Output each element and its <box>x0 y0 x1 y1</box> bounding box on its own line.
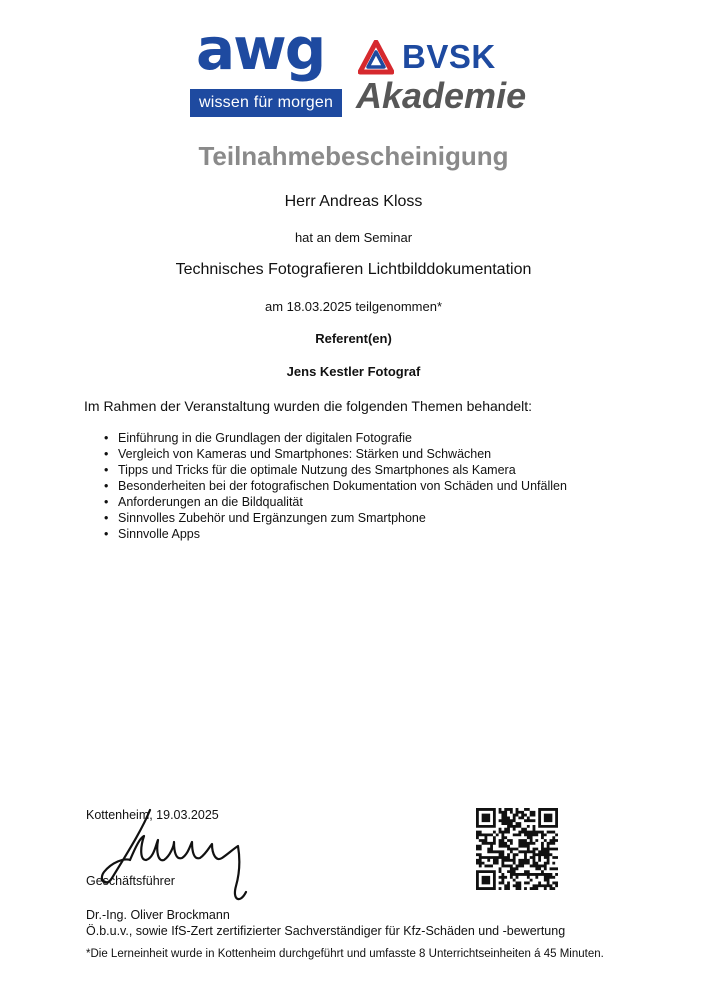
topics-intro: Im Rahmen der Veranstaltung wurden die folgenden Themen behandelt: <box>84 398 533 414</box>
list-item: • Sinnvolle Apps <box>104 526 567 542</box>
date-line: am 18.03.2025 teilgenommen* <box>264 299 443 314</box>
intro-line: hat an dem Seminar <box>294 230 413 245</box>
bvsk-triangle-icon <box>358 40 394 76</box>
list-item: • Besonderheiten bei der fotografischen Dokumentation von Schäden und Unfällen <box>104 478 567 494</box>
topics-list <box>104 430 567 542</box>
list-item: • Sinnvolles Zubehör und Ergänzungen zum Smartphone <box>104 510 567 526</box>
logo-group <box>190 15 527 120</box>
awg-logo-wordmark: awg <box>196 15 325 83</box>
referent-name: Jens Kestler Fotograf <box>286 364 421 379</box>
awg-logo <box>190 15 342 118</box>
list-item: • Einführung in die Grundlagen der digitalen Fotografie <box>104 430 567 446</box>
bvsk-logo-wordmark: BVSK <box>402 38 496 75</box>
signer-name: Dr.-Ing. Oliver Brockmann <box>86 908 230 922</box>
place-date: Kottenheim, 19.03.2025 <box>86 808 219 822</box>
signer-role: Geschäftsführer <box>86 874 175 888</box>
akademie-logo-wordmark: Akademie <box>356 75 527 116</box>
signer-title: Ö.b.u.v., sowie IfS-Zert zertifizierter Sachverständiger für Kfz-Schäden und -bewertung <box>86 924 566 938</box>
footnote: *Die Lerneinheit wurde in Kottenheim durchgeführt und umfasste 8 Unterrichtseinheiten á 45 Minuten. <box>86 948 604 960</box>
list-item: • Vergleich von Kameras und Smartphones: Stärken und Schwächen <box>104 446 567 462</box>
list-item: • Tipps und Tricks für die optimale Nutzung des Smartphones als Kamera <box>104 462 567 478</box>
bvsk-akademie-logo <box>352 34 527 120</box>
list-item: • Anforderungen an die Bildqualität <box>104 494 567 510</box>
awg-logo-tagline: wissen für morgen <box>190 89 342 117</box>
qr-code-image <box>476 808 558 890</box>
certificate-title: Teilnahmebescheinigung <box>198 141 509 171</box>
seminar-title: Technisches Fotografieren Lichtbilddokumentation <box>175 261 532 278</box>
referent-label: Referent(en) <box>315 331 392 346</box>
participant-name: Herr Andreas Kloss <box>284 193 423 210</box>
signature-image <box>90 800 270 910</box>
